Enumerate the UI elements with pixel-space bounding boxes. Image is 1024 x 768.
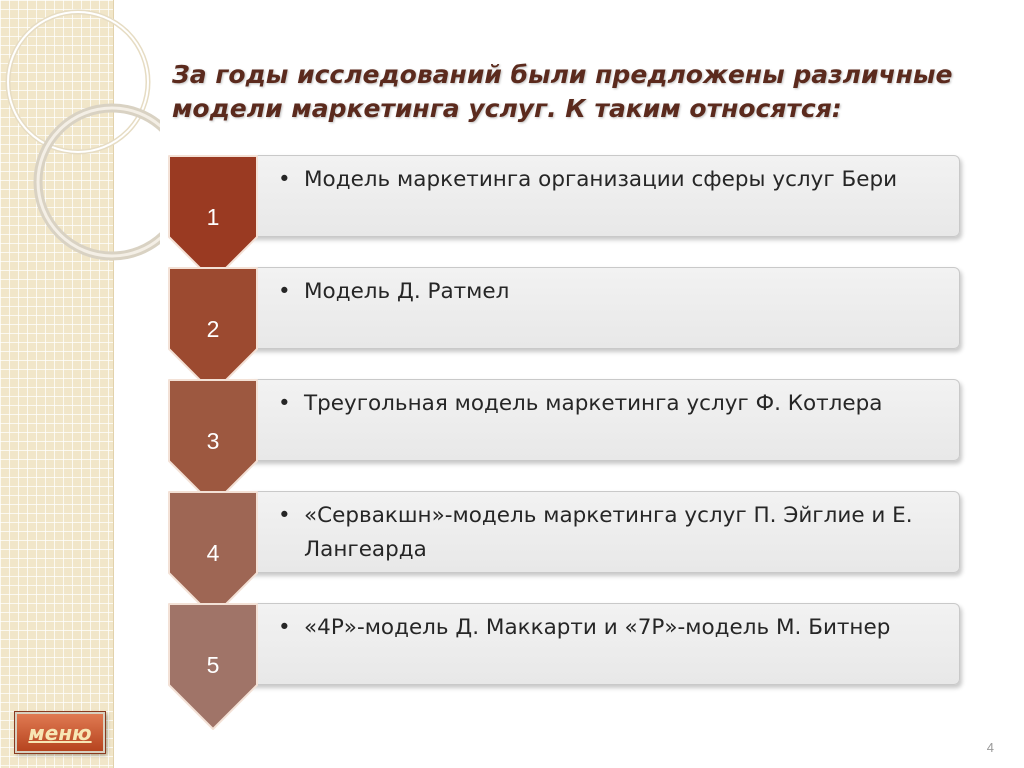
item-number: 3 xyxy=(206,428,220,454)
slide-title: За годы исследований были предложены различные модели маркетинга услуг. К таким относятся: xyxy=(172,60,953,123)
list-item xyxy=(0,603,1024,731)
list-item xyxy=(0,379,1024,507)
list-item xyxy=(0,155,1024,283)
item-text: • «Сервакшн»-модель маркетинга услуг П. Эйглие и Е. Лангеарда xyxy=(278,499,948,567)
list-item xyxy=(0,491,1024,619)
page-number: 4 xyxy=(986,740,994,755)
item-text: • Модель Д. Ратмел xyxy=(278,275,948,309)
item-text: • Модель маркетинга организации сферы услуг Бери xyxy=(278,163,948,197)
menu-button-label[interactable]: меню xyxy=(28,720,92,745)
menu-button[interactable] xyxy=(15,712,105,753)
item-number: 5 xyxy=(206,652,220,678)
item-number: 4 xyxy=(206,540,220,566)
item-number: 2 xyxy=(206,316,220,342)
item-text: • Треугольная модель маркетинга услуг Ф. Котлера xyxy=(278,387,948,421)
list-item xyxy=(0,267,1024,395)
item-number: 1 xyxy=(206,204,220,230)
item-text: • «4Р»-модель Д. Маккарти и «7Р»-модель М. Битнер xyxy=(278,611,948,645)
